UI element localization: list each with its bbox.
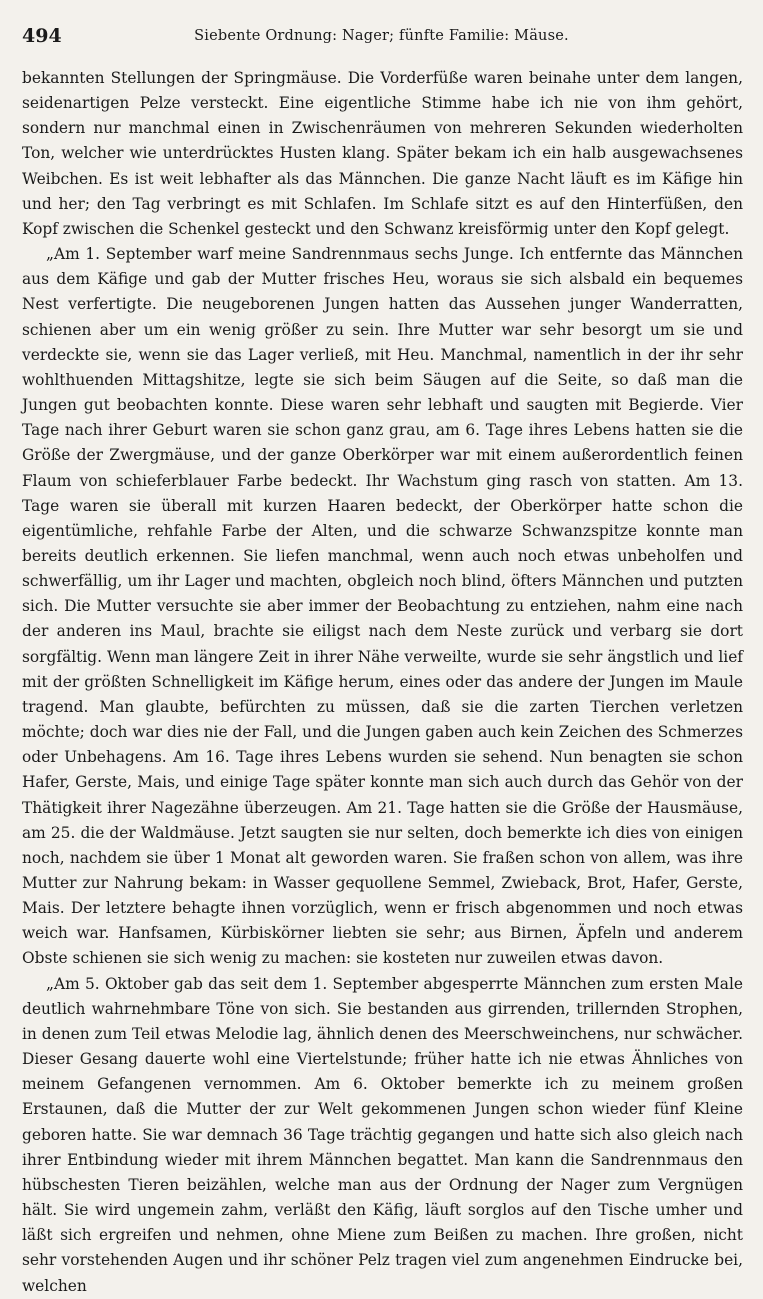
running-head: Siebente Ordnung: Nager; fünfte Familie: Mäuse.	[194, 28, 569, 44]
body-text	[22, 66, 743, 1299]
paragraph-september-litter: „Am 1. September warf meine Sandrennmaus sechs Junge. Ich entfernte das Männchen aus dem Käfige und gab der Mutter frisches Heu, woraus sie sich alsbald ein bequemes Nest verfertigte. Die neugeborenen Jungen hatten das Aussehen junger Wanderratten, schienen aber um ein wenig größer zu sein. Ihre Mutter war sehr besorgt um sie und verdeckte sie, wenn sie das Lager verließ, mit Heu. Manchmal, namentlich in der ihr sehr wohlthuenden Mittagshitze, legte sie sich beim Säugen auf die Seite, so daß man die Jungen gut beobachten konnte. Diese waren sehr lebhaft und saugten mit Begierde. Vier Tage nach ihrer Geburt waren sie schon ganz grau, am 6. Tage ihres Lebens hatten sie die Größe der Zwergmäuse, und der ganze Oberkörper war mit einem außerordentlich feinen Flaum von schieferblauer Farbe bedeckt. Ihr Wachstum ging rasch von statten. Am 13. Tage waren sie überall mit kurzen Haaren bedeckt, der Oberkörper hatte schon die eigentümliche, rehfahle Farbe der Alten, und die schwarze Schwanzspitze konnte man bereits deutlich erkennen. Sie liefen manchmal, wenn auch noch etwas unbeholfen und schwerfällig, um ihr Lager und machten, obgleich noch blind, öfters Männchen und putzten sich. Die Mutter versuchte sie aber immer der Beobachtung zu entziehen, nahm eine nach der anderen ins Maul, brachte sie eiligst nach dem Neste zurück und verbarg sie dort sorgfältig. Wenn man längere Zeit in ihrer Nähe verweilte, wurde sie sehr ängstlich und lief mit der größten Schnelligkeit im Käfige herum, eines oder das andere der Jungen im Maule tragend. Man glaubte, befürchten zu müssen, daß sie die zarten Tierchen verletzen möchte; doch war dies nie der Fall, und die Jungen gaben auch kein Zeichen des Schmerzes oder Unbehagens. Am 16. Tage ihres Lebens wurden sie sehend. Nun benagten sie schon Hafer, Gerste, Mais, und einige Tage später konnte man sich auch durch das Gehör von der Thätigkeit ihrer Nagezähne überzeugen. Am 21. Tage hatten sie die Größe der Hausmäuse, am 25. die der Waldmäuse. Jetzt saugten sie nur selten, doch bemerkte ich dies von einigen noch, nachdem sie über 1 Monat alt geworden waren. Sie fraßen schon von allem, was ihre Mutter zur Nahrung bekam: in Wasser gequollene Semmel, Zwieback, Brot, Hafer, Gerste, Mais. Der letztere behagte ihnen vorzüglich, wenn er frisch abgenommen und noch etwas weich war. Hanfsamen, Kürbiskörner liebten sie sehr; aus Birnen, Äpfeln und anderem Obste schienen sie sich wenig zu machen: sie kosteten nur zuweilen etwas davon.	[22, 245, 743, 968]
page-header	[22, 22, 741, 50]
page-number: 494	[22, 25, 62, 47]
paragraph-october-observations: „Am 5. Oktober gab das seit dem 1. September abgesperrte Männchen zum ersten Male deutlich wahrnehmbare Töne von sich. Sie bestanden aus girrenden, trillernden Strophen, in denen zum Teil etwas Melodie lag, ähnlich denen des Meerschweinchens, nur schwächer. Dieser Gesang dauerte wohl eine Viertelstunde; früher hatte ich nie etwas Ähnliches von meinem Gefangenen vernommen. Am 6. Oktober bemerkte ich zu meinem großen Erstaunen, daß die Mutter der zur Welt gekommenen Jungen schon wieder fünf Kleine geboren hatte. Sie war demnach 36 Tage trächtig gegangen und hatte sich also gleich nach ihrer Entbindung wieder mit ihrem Männchen begattet. Man kann die Sandrennmaus den hübschesten Tieren beizählen, welche man aus der Ordnung der Nager zum Vergnügen hält. Sie wird ungemein zahm, verläßt den Käfig, läuft sorglos auf den Tische umher und läßt sich ergreifen und nehmen, ohne Miene zum Beißen zu machen. Ihre großen, nicht sehr vorstehenden Augen und ihr schöner Pelz tragen viel zum angenehmen Eindrucke bei, welchen	[22, 974, 743, 1295]
paragraph-continuation: bekannten Stellungen der Springmäuse. Die Vorderfüße waren beinahe unter dem langen, seidenartigen Pelze versteckt. Eine eigentliche Stimme habe ich nie von ihm gehört, sondern nur manchmal einen in Zwischenräumen von mehreren Sekunden wiederholten Ton, welcher wie unterdrücktes Husten klang. Später bekam ich ein halb ausgewachsenes Weibchen. Es ist weit lebhafter als das Männchen. Die ganze Nacht läuft es im Käfige hin und her; den Tag verbringt es mit Schlafen. Im Schlafe sitzt es auf den Hinterfüßen, den Kopf zwischen die Schenkel gesteckt und den Schwanz kreisförmig unter den Kopf gelegt.	[22, 69, 743, 238]
